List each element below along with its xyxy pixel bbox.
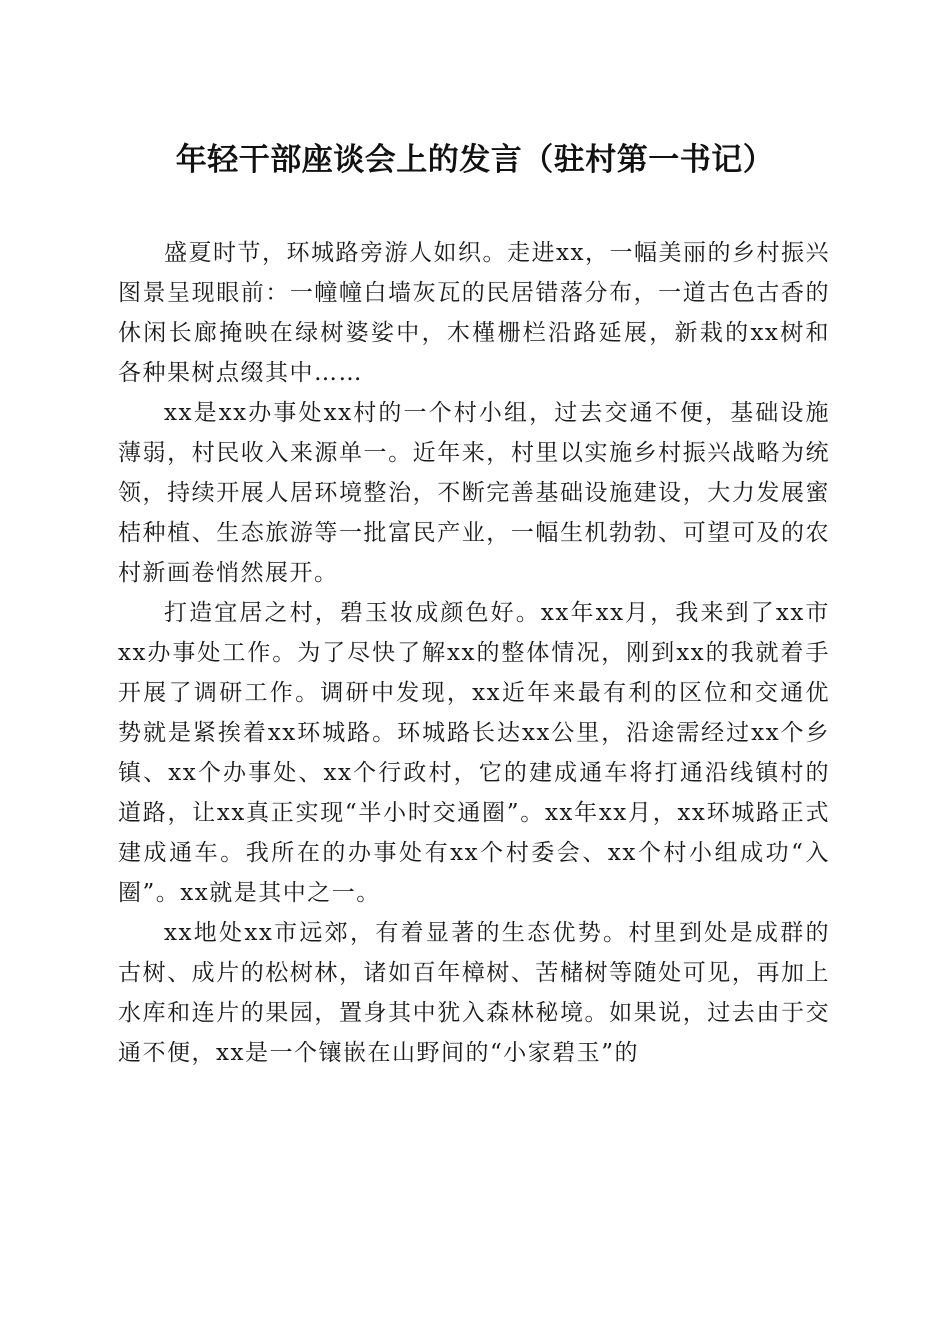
paragraph-2: xx是xx办事处xx村的一个村小组，过去交通不便，基础设施薄弱，村民收入来源单一。近年来，村里以实施乡村振兴战略为统领，持续开展人居环境整治，不断完善基础设施建设，大力发展蜜桔种植、生态旅游等一批富民产业，一幅生机勃勃、可望可及的农村新画卷悄然展开。 xyxy=(118,400,830,586)
paragraph-3: 打造宜居之村，碧玉妆成颜色好。xx年xx月，我来到了xx市xx办事处工作。为了尽快了解xx的整体情况，刚到xx的我就着手开展了调研工作。调研中发现，xx近年来最有利的区位和交通优势就是紧挨着xx环城路。环城路长达xx公里，沿途需经过xx个乡镇、xx个办事处、xx个行政村，它的建成通车将打通沿线镇村的道路，让xx真正实现“半小时交通圈”。xx年xx月，xx环城路正式建成通车。我所在的办事处有xx个村委会、xx个村小组成功“入圈”。xx就是其中之一。 xyxy=(118,600,830,906)
paragraph-1: 盛夏时节，环城路旁游人如织。走进xx，一幅美丽的乡村振兴图景呈现眼前：一幢幢白墙灰瓦的民居错落分布，一道古色古香的休闲长廊掩映在绿树婆娑中，木槿栅栏沿路延展，新栽的xx树和各种果树点缀其中…… xyxy=(118,240,830,386)
paragraph-4: xx地处xx市远郊，有着显著的生态优势。村里到处是成群的古树、成片的松树林，诸如百年樟树、苦槠树等随处可见，再加上水库和连片的果园，置身其中犹入森林秘境。如果说，过去由于交通不便，xx是一个镶嵌在山野间的“小家碧玉”的 xyxy=(118,920,830,1066)
document-title: 年轻干部座谈会上的发言（驻村第一书记） xyxy=(175,142,775,178)
document-body xyxy=(118,233,830,1073)
